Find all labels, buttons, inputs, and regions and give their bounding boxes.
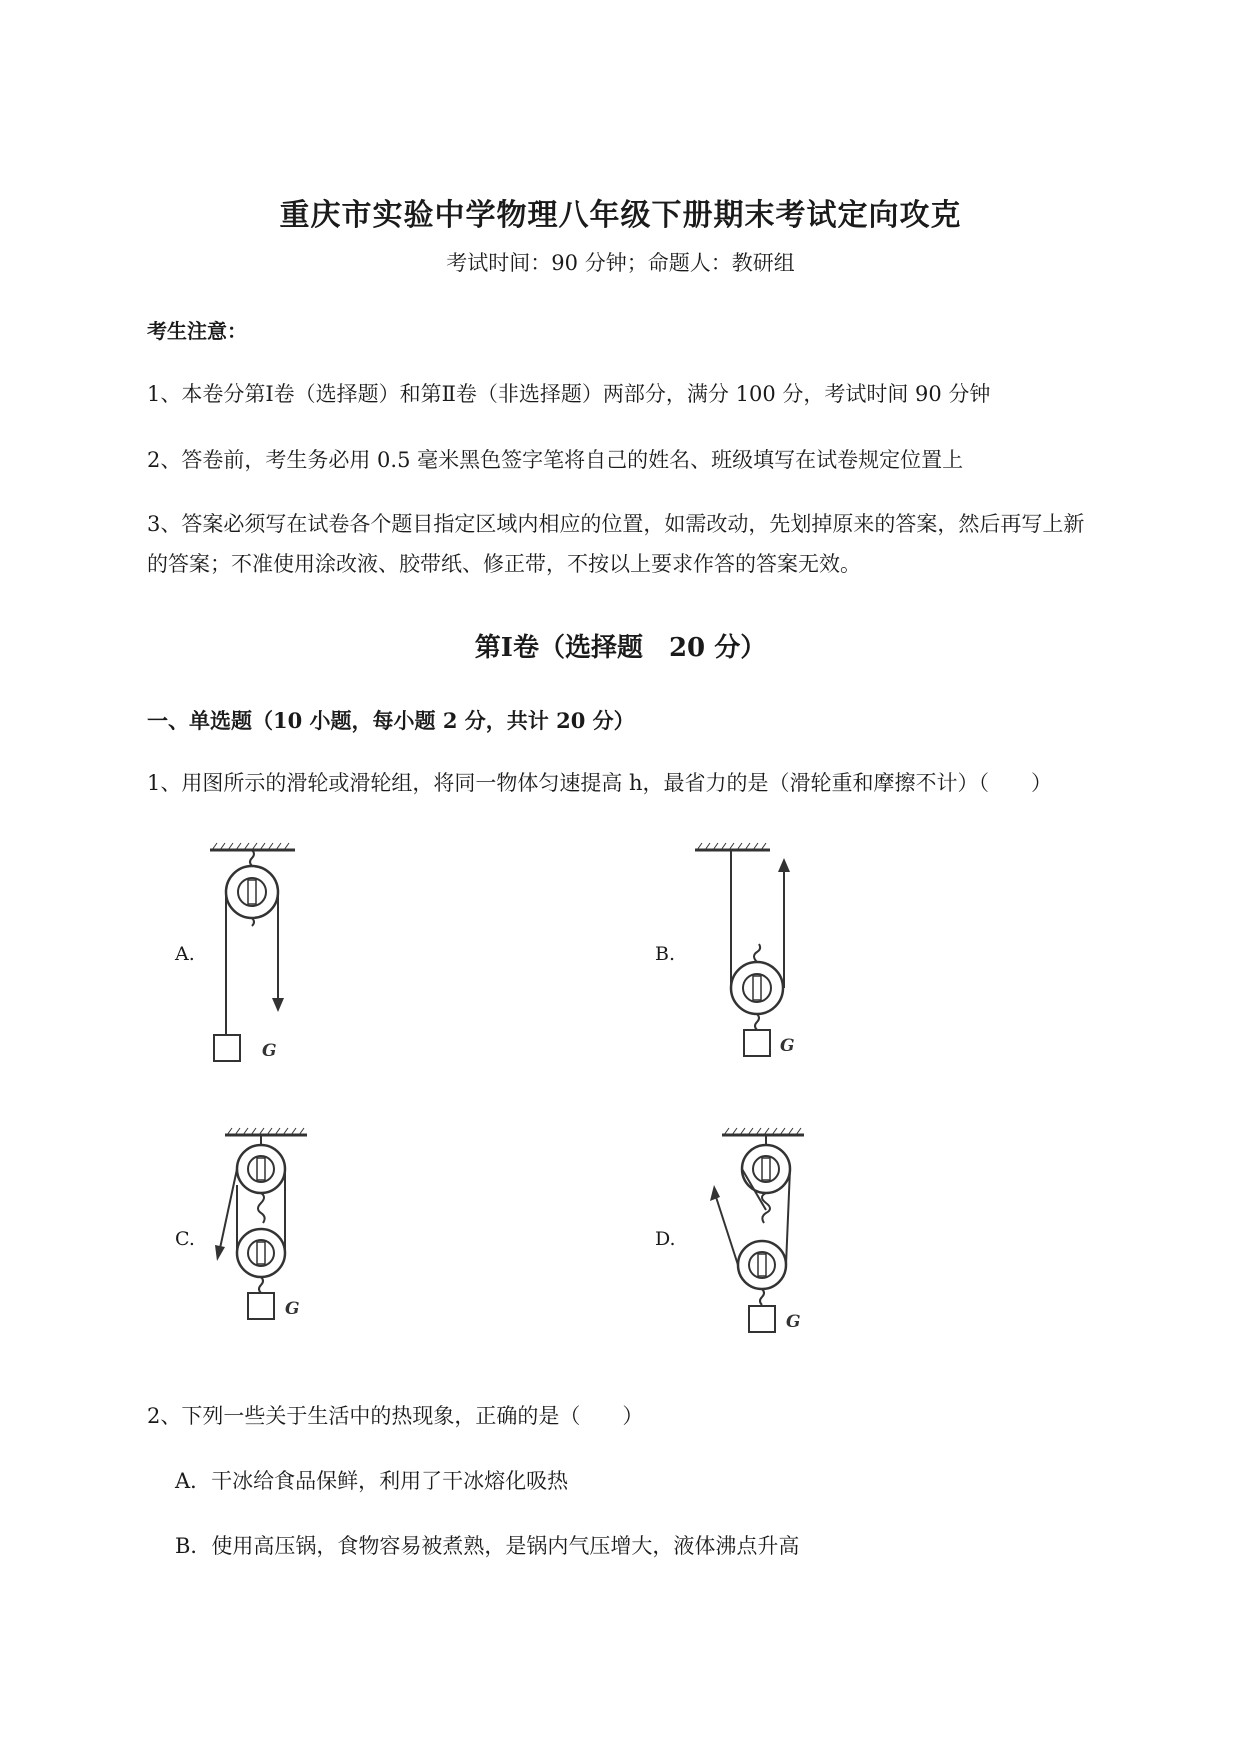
weight-label-g: G xyxy=(780,1036,795,1056)
section-title: 第Ⅰ卷（选择题 20 分） xyxy=(474,633,767,663)
question-2-option-b: B．使用高压锅，食物容易被煮熟，是锅内气压增大，液体沸点升高 xyxy=(175,1534,800,1558)
notice-heading: 考生注意： xyxy=(147,319,247,343)
page-title: 重庆市实验中学物理八年级下册期末考试定向攻克 xyxy=(279,198,962,233)
question-2-stem: 2、下列一些关于生活中的热现象，正确的是（ ） xyxy=(147,1404,644,1428)
pulley-figure-d xyxy=(710,1125,820,1365)
question-1-stem: 1、用图所示的滑轮或滑轮组，将同一物体匀速提高 h，最省力的是（滑轮重和摩擦不计）（ ） xyxy=(147,771,1053,795)
weight-label-g: G xyxy=(262,1041,277,1061)
weight-label-g: G xyxy=(786,1312,801,1332)
option-d-label: D. xyxy=(655,1228,676,1250)
notice-item: 1、本卷分第Ⅰ卷（选择题）和第Ⅱ卷（非选择题）两部分，满分 100 分，考试时间 90 分钟 xyxy=(147,382,991,406)
subsection-title: 一、单选题（10 小题，每小题 2 分，共计 20 分） xyxy=(147,708,635,733)
pulley-figure-b xyxy=(690,840,810,1070)
question-2-option-a: A．干冰给食品保鲜，利用了干冰熔化吸热 xyxy=(175,1469,569,1493)
option-b-label: B. xyxy=(655,943,676,965)
notice-item: 3、答案必须写在试卷各个题目指定区域内相应的位置，如需改动，先划掉原来的答案，然后再写上新 xyxy=(147,512,1085,536)
pulley-figure-a xyxy=(200,840,310,1070)
notice-item: 的答案；不准使用涂改液、胶带纸、修正带，不按以上要求作答的答案无效。 xyxy=(147,552,861,576)
notice-item: 2、答卷前，考生务必用 0.5 毫米黑色签字笔将自己的姓名、班级填写在试卷规定位置上 xyxy=(147,448,964,472)
page-subtitle: 考试时间：90 分钟；命题人：教研组 xyxy=(446,251,795,275)
option-c-label: C. xyxy=(175,1228,195,1250)
option-a-label: A. xyxy=(175,943,195,965)
weight-label-g: G xyxy=(285,1299,300,1319)
pulley-figure-c xyxy=(215,1125,325,1365)
